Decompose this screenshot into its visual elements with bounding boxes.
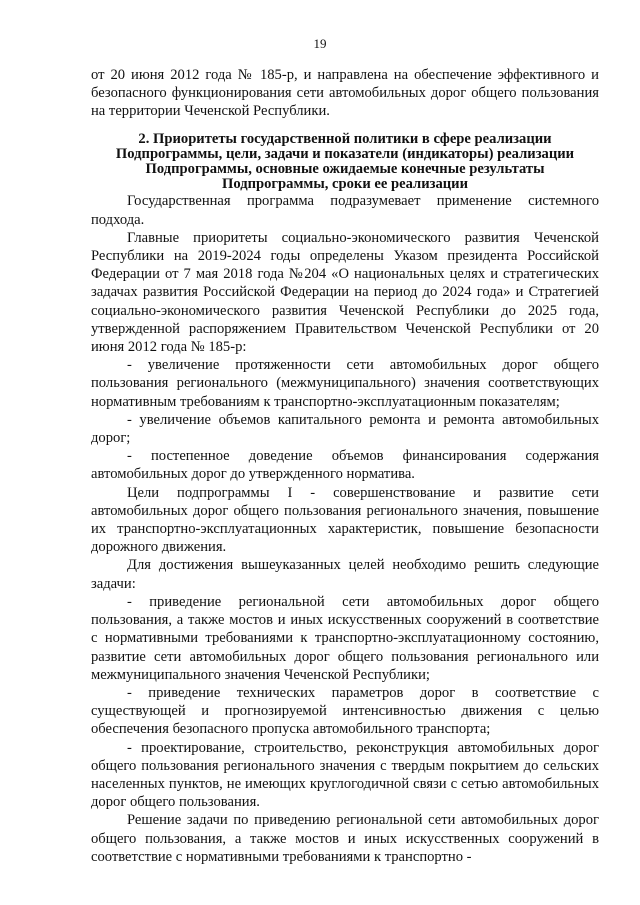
paragraph-tasks-intro: Для достижения вышеуказанных целей необходимо решить следующие задачи: [91,557,599,592]
list-item-task: - приведение технических параметров дорог в соответствие с существующей и прогнозируемой интенсивностью движения с целью обеспечения безопасного пропуска автомобильного транспорта; [91,684,599,738]
section-heading [91,132,599,193]
document-body [91,66,599,866]
page-number: 19 [313,36,327,51]
list-item-task: - приведение региональной сети автомобильных дорог общего пользования, а также мостов и иных искусственных сооружений в соответствие с нормативными требованиями к транспортно-эксплуатационному состоянию, развитие сети автомобильных дорог общего пользования регионального или межмуниципального значения Чеченской Республики; [91,593,599,683]
section-heading-line: Подпрограммы, основные ожидаемые конечные результаты [145,161,545,178]
list-item-task: - проектирование, строительство, реконструкция автомобильных дорог общего пользования регионального значения с твердым покрытием до сельских населенных пунктов, не имеющих круглогодичной связи с сетью автомобильных дорог общего пользования. [91,739,599,811]
paragraph-main-priorities: Главные приоритеты социально-экономического развития Чеченской Республики на 2019-2024 годы определены Указом президента Российской Федерации от 7 мая 2018 года №204 «О национальных целях и стратегических задачах развития Российской Федерации на период до 2024 года» и Стратегией социально-экономического развития Чеченской Республики до 2025 года, утвержденной распоряжением Правительством Чеченской Республики от 20 июня 2012 года № 185-р: [91,229,599,356]
section-heading-line: 2. Приоритеты государственной политики в сфере реализации [138,130,552,147]
list-item-priority: - постепенное доведение объемов финансирования содержания автомобильных дорог до утвержденного норматива. [91,448,599,483]
paragraph-system-approach: Государственная программа подразумевает применение системного подхода. [91,193,599,228]
list-item-priority: - увеличение объемов капитального ремонта и ремонта автомобильных дорог; [91,411,599,447]
section-heading-line: Подпрограммы, сроки ее реализации [221,176,468,193]
list-item-priority: - увеличение протяженности сети автомобильных дорог общего пользования регионального (межмуниципального) значения соответствующих нормативным требованиям к транспортно-эксплуатационным показателям; [91,357,599,410]
paragraph-goals: Цели подпрограммы I - совершенствование и развитие сети автомобильных дорог общего пользования регионального значения, повышение их транспортно-эксплуатационных характеристик, повышение безопасности дорожного движения. [91,484,599,556]
paragraph-task-solution: Решение задачи по приведению региональной сети автомобильных дорог общего пользования, а также мостов и иных искусственных сооружений в соответствие с нормативными требованиями к транспортно - [91,812,599,865]
intro-paragraph: от 20 июня 2012 года № 185-р, и направлена на обеспечение эффективного и безопасного функционирования сети автомобильных дорог общего пользования на территории Чеченской Республики. [91,67,599,120]
section-heading-line: Подпрограммы, цели, задачи и показатели (индикаторы) реализации [115,145,575,162]
